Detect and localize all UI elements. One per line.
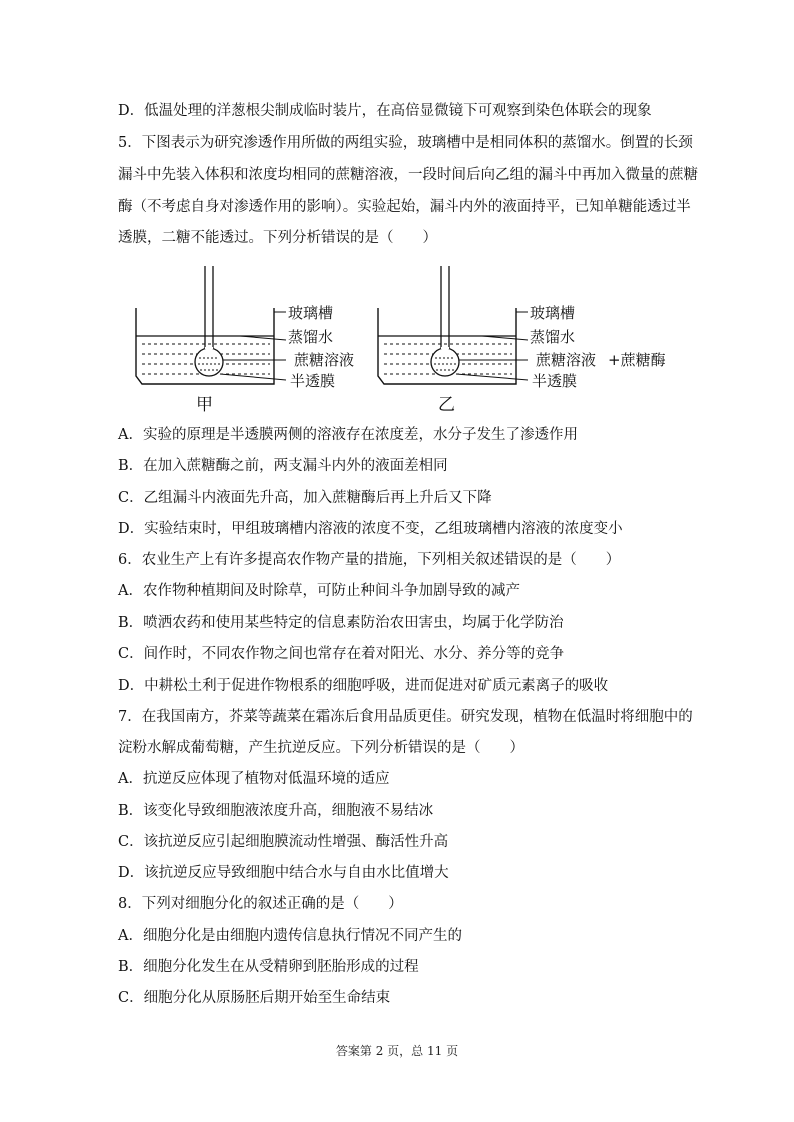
- text-line-4: 酶（不考虑自身对渗透作用的影响）。实验起始，漏斗内外的液面持平，已知单糖能透过半: [118, 199, 691, 215]
- apparatus-jia: [136, 266, 286, 384]
- label-yi-trough: 玻璃槽: [530, 304, 576, 322]
- text-line-2: 5．下图表示为研究渗透作用所做的两组实验，玻璃槽中是相同体积的蒸馏水。倒置的长颈: [118, 135, 693, 151]
- label-jia-membrane: 半透膜: [290, 372, 336, 390]
- label-yi-membrane: 半透膜: [532, 372, 578, 390]
- osmosis-diagram: [120, 262, 680, 422]
- caption-yi: 乙: [438, 395, 455, 415]
- text-line-13: C．间作时，不同农作物之间也常存在着对阳光、水分、养分等的竞争: [118, 646, 565, 662]
- text-line-5: 透膜，二糖不能透过。下列分析错误的是（ ）: [118, 230, 437, 246]
- page-footer: 答案第 2 页，总 11 页: [335, 1044, 459, 1058]
- text-line-12: B．喷洒农药和使用某些特定的信息素防治农田害虫，均属于化学防治: [118, 615, 564, 631]
- label-jia-water: 蒸馏水: [288, 328, 334, 346]
- text-line-10: 6．农业生产上有许多提高农作物产量的措施，下列相关叙述错误的是（ ）: [118, 552, 621, 568]
- text-line-19: C．该抗逆反应引起细胞膜流动性增强、酶活性升高: [118, 834, 449, 850]
- text-line-22: A．细胞分化是由细胞内遗传信息执行情况不同产生的: [118, 928, 462, 944]
- caption-jia: 甲: [196, 395, 213, 415]
- text-line-11: A．农作物种植期间及时除草，可防止种间斗争加剧导致的减产: [118, 583, 520, 599]
- text-line-18: B．该变化导致细胞液浓度升高，细胞液不易结冰: [118, 803, 434, 819]
- label-yi-sucrose: 蔗糖溶液: [536, 351, 597, 369]
- text-line-8: C．乙组漏斗内液面先升高，加入蔗糖酶后再上升后又下降: [118, 490, 492, 506]
- apparatus-yi: [378, 266, 528, 384]
- label-jia-sucrose: 蔗糖溶液: [294, 351, 355, 369]
- text-line-20: D．该抗逆反应导致细胞中结合水与自由水比值增大: [118, 865, 449, 881]
- text-line-3: 漏斗中先装入体积和浓度均相同的蔗糖溶液，一段时间后向乙组的漏斗中再加入微量的蔗糖: [118, 167, 698, 183]
- text-line-17: A．抗逆反应体现了植物对低温环境的适应: [118, 771, 390, 787]
- label-yi-enzyme: +蔗糖酶: [608, 351, 666, 369]
- text-line-21: 8．下列对细胞分化的叙述正确的是（ ）: [118, 896, 403, 912]
- text-line-15: 7．在我国南方，芥菜等蔬菜在霜冻后食用品质更佳。研究发现，植物在低温时将细胞中的: [118, 709, 693, 725]
- text-line-9: D．实验结束时，甲组玻璃槽内溶液的浓度不变，乙组玻璃槽内溶液的浓度变小: [118, 521, 623, 537]
- text-line-14: D．中耕松土利于促进作物根系的细胞呼吸，进而促进对矿质元素离子的吸收: [118, 678, 609, 694]
- text-line-24: C．细胞分化从原肠胚后期开始至生命结束: [118, 990, 391, 1006]
- text-line-6: A．实验的原理是半透膜两侧的溶液存在浓度差，水分子发生了渗透作用: [118, 427, 578, 443]
- text-line-23: B．细胞分化发生在从受精卵到胚胎形成的过程: [118, 959, 419, 975]
- text-line-7: B．在加入蔗糖酶之前，两支漏斗内外的液面差相同: [118, 458, 448, 474]
- label-jia-trough: 玻璃槽: [288, 304, 334, 322]
- text-line-16: 淀粉水解成葡萄糖，产生抗逆反应。下列分析错误的是（ ）: [118, 740, 524, 756]
- label-yi-water: 蒸馏水: [530, 328, 576, 346]
- text-line-1: D．低温处理的洋葱根尖制成临时装片，在高倍显微镜下可观察到染色体联会的现象: [118, 103, 652, 119]
